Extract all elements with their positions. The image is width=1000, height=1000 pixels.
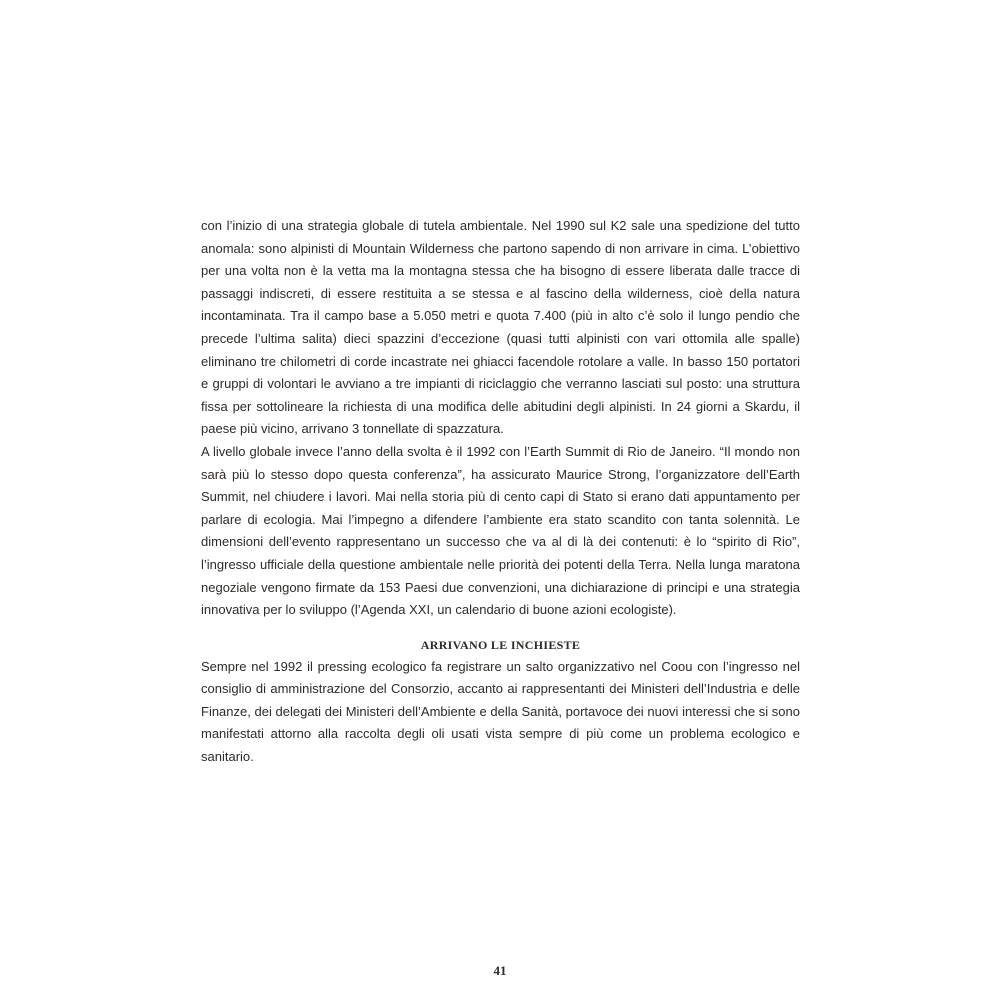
paragraph-k2-expedition: con l’inizio di una strategia globale di tutela ambientale. Nel 1990 sul K2 sale una spedizione del tutto anomala: sono alpinisti di Mountain Wilderness che partono sapendo di non arrivare in cima. L’obiettivo per una volta non è la vetta ma la montagna stessa che ha bisogno di essere liberata dalle tracce di passaggi indiscreti, di essere restituita a se stessa e al fascino della wilderness, cioè della natura incontaminata. Tra il campo base a 5.050 metri e quota 7.400 (più in alto c’è solo il lungo pendio che precede l’ultima salita) dieci spazzini d’eccezione (quasi tutti alpinisti con vari ottomila alle spalle) eliminano tre chilometri di corde incastrate nei ghiacci facendole rotolare a valle. In basso 150 portatori e gruppi di volontari le avviano a tre impianti di riciclaggio che verranno lasciati sul posto: una struttura fissa per sottolineare la richiesta di una modifica delle abitudini degli alpinisti. In 24 giorni a Skardu, il paese più vicino, arrivano 3 tonnellate di spazzatura. [201,218,800,437]
body-text [201,215,800,769]
paragraph-coou: Sempre nel 1992 il pressing ecologico fa registrare un salto organizzativo nel Coou con l’ingresso nel consiglio di amministrazione del Consorzio, accanto ai rappresentanti dei Ministeri dell’Industria e delle Finanze, dei delegati dei Ministeri dell’Ambiente e della Sanità, portavoce dei nuovi interessi che si sono manifestati attorno alla raccolta degli oli usati vista sempre di più come un problema ecologico e sanitario. [201,658,800,765]
section-heading: ARRIVANO LE INCHIESTE [420,637,581,652]
page-number: 41 [493,963,507,978]
paragraph-earth-summit: A livello globale invece l’anno della svolta è il 1992 con l’Earth Summit di Rio de Janeiro. “Il mondo non sarà più lo stesso dopo questa conferenza”, ha assicurato Maurice Strong, l’organizzatore dell’Earth Summit, nel chiudere i lavori. Mai nella storia più di cento capi di Stato si erano dati appuntamento per parlare di ecologia. Mai l’impegno a difendere l’ambiente era stato scandito con tanta solennità. Le dimensioni dell’evento rappresentano un successo che va al di là dei contenuti: è lo “spirito di Rio”, l’ingresso ufficiale della questione ambientale nelle priorità dei potenti della Terra. Nella lunga maratona negoziale vengono firmate da 153 Paesi due convenzioni, una dichiarazione di principi e una strategia innovativa per lo sviluppo (l’Agenda XXI, un calendario di buone azioni ecologiste). [201,443,800,618]
